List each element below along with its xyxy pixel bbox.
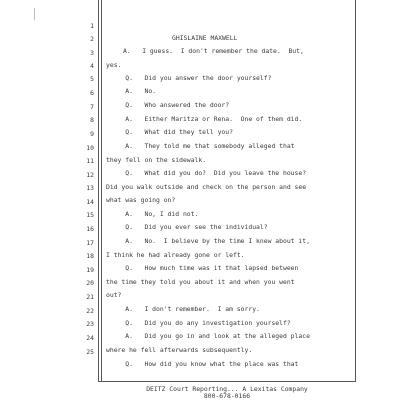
line-number: 18 — [86, 252, 94, 260]
line-number: 14 — [86, 198, 94, 206]
line-text: A. Did you go in and look at the alleged place — [106, 332, 310, 340]
line-number: 6 — [90, 89, 94, 97]
line-text: they fell on the sidewalk. — [106, 156, 207, 164]
line-number: 23 — [86, 320, 94, 328]
line-number: 10 — [86, 144, 94, 152]
line-number: 25 — [86, 348, 94, 356]
line-text: A. They told me that somebody alleged that — [106, 142, 295, 150]
line-text: A. I guess. I don't remember the date. But, — [123, 47, 304, 55]
line-number: 13 — [86, 184, 94, 192]
line-text: yes. — [106, 61, 122, 69]
footer-phone: 800-678-0166 — [203, 392, 251, 400]
line-text: Q. What did they tell you? — [106, 128, 233, 136]
transcript-line — [0, 8, 400, 42]
bottom-border — [98, 381, 356, 382]
line-number: 7 — [90, 103, 94, 111]
line-text: A. No. — [106, 87, 157, 95]
line-text: the time they told you about it and when you went — [106, 278, 295, 286]
line-text: A. I don't remember. I am sorry. — [106, 305, 260, 313]
line-number: 9 — [90, 130, 94, 138]
line-number: 21 — [86, 293, 94, 301]
line-number: 8 — [90, 116, 94, 124]
line-text: Q. Did you answer the door yourself? — [106, 74, 272, 82]
line-text: A. No. I believe by the time I knew about it, — [106, 237, 310, 245]
line-number: 20 — [86, 279, 94, 287]
line-number: 3 — [90, 49, 94, 57]
line-text: Q. How did you know what the place was that — [106, 360, 299, 368]
line-text: where he fell afterwards subsequently. — [106, 346, 253, 354]
line-number: 15 — [86, 211, 94, 219]
line-number: 16 — [86, 225, 94, 233]
line-text: Q. How much time was it that lapsed between — [106, 264, 299, 272]
line-number: 2 — [90, 35, 94, 43]
line-text: A. No, I did not. — [106, 210, 199, 218]
line-number: 4 — [90, 62, 94, 70]
footer-company: DEITZ Court Reporting... A Lexitas Company — [146, 385, 308, 393]
line-text: what was going on? — [106, 196, 176, 204]
line-text: A. Either Maritza or Rena. One of them did. — [106, 115, 303, 123]
line-number: 12 — [86, 171, 94, 179]
line-text: Q. What did you do? Did you leave the house? — [106, 169, 307, 177]
line-number: 22 — [86, 307, 94, 315]
line-number: 11 — [86, 157, 94, 165]
line-number: 24 — [86, 334, 94, 342]
line-text: Q. Did you do any investigation yourself? — [106, 319, 291, 327]
line-number: 17 — [86, 239, 94, 247]
line-number: 5 — [90, 75, 94, 83]
page-header: GHISLAINE MAXWELL — [172, 34, 238, 42]
line-number: 1 — [90, 22, 94, 30]
line-text: Q. Did you ever see the individual? — [106, 223, 268, 231]
line-text: out? — [106, 291, 122, 299]
line-text: Q. Who answered the door? — [106, 101, 230, 109]
line-text: I think he had already gone or left. — [106, 251, 245, 259]
line-number: 19 — [86, 266, 94, 274]
line-text: Did you walk outside and check on the person and see — [106, 183, 307, 191]
